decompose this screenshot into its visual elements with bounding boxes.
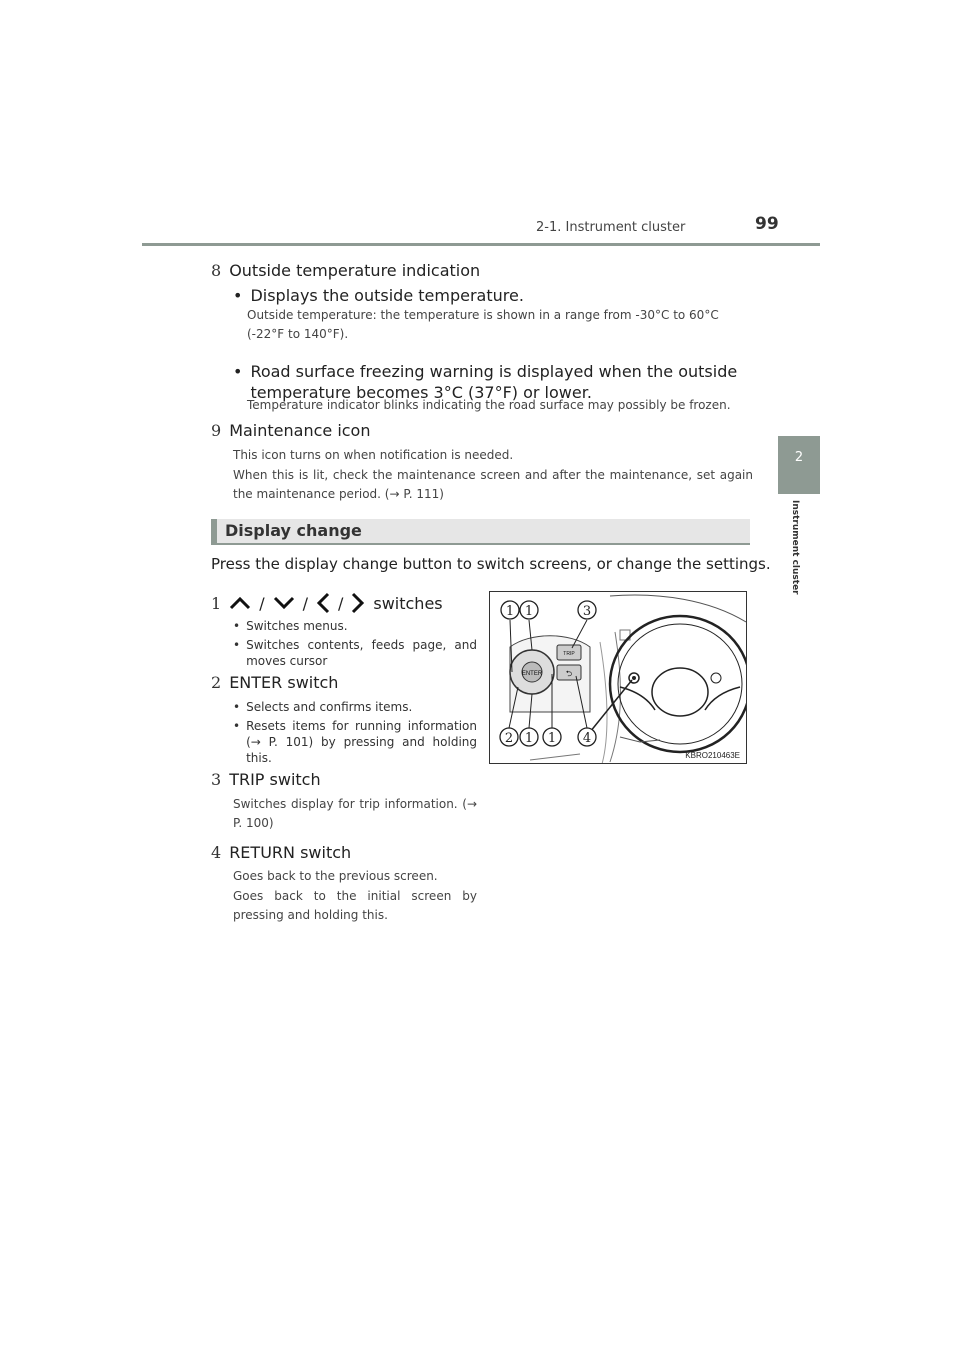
note-text: When this is lit, check the maintenance screen and after the maintenance, set again the maintenance period. (→ P. 111) [233, 468, 753, 501]
bullet-item: • Road surface freezing warning is displayed when the outside temperature becomes 3°C (37°F) or lower. [233, 362, 738, 402]
figure-callout: 2 [504, 731, 514, 746]
switch-2-heading [211, 673, 338, 692]
figure-callout: 1 [524, 604, 534, 619]
figure-callout: 1 [505, 604, 515, 619]
item-title: TRIP switch [229, 770, 321, 789]
enter-label: ENTER [521, 671, 543, 677]
section-title: Display change [225, 521, 362, 540]
section-intro: Press the display change button to switch screens, or change the settings. [211, 555, 771, 573]
header-rule [142, 243, 820, 246]
item-number: 3 [211, 770, 222, 789]
steering-wheel-figure [489, 591, 747, 764]
note-text: Switches display for trip information. (→ P. 100) [233, 797, 477, 830]
separator: / [337, 593, 344, 613]
bullet-item: • Switches menus. [233, 619, 348, 633]
switch-1-heading [211, 592, 443, 614]
item-8-heading [211, 261, 480, 280]
item-9-heading [211, 421, 370, 440]
side-tab-label: Instrument cluster [790, 500, 800, 595]
page-number: 99 [755, 214, 779, 234]
item-number: 8 [211, 261, 222, 280]
figure-code: KBRO210463E [685, 751, 740, 760]
note-text: Goes back to the previous screen. [233, 869, 438, 883]
note-text: Temperature indicator blinks indicating the road surface may possibly be frozen. [247, 398, 731, 412]
bullet-item: • Switches contents, feeds page, and moves cursor [233, 638, 477, 668]
figure-callout: 4 [582, 731, 592, 746]
svg-text:⮌: ⮌ [565, 669, 573, 678]
section-banner [211, 519, 750, 545]
item-title: Outside temperature indication [229, 261, 481, 280]
item-title: Maintenance icon [229, 421, 371, 440]
side-tab-number: 2 [794, 450, 804, 465]
note-text: Outside temperature: the temperature is shown in a range from -30°C to 60°C (-22°F to 140°F). [247, 308, 719, 341]
item-title: ENTER switch [229, 673, 339, 692]
switch-3-heading [211, 770, 321, 789]
bullet-item: • Displays the outside temperature. [233, 286, 524, 305]
chevron-left-icon [316, 592, 330, 614]
side-tab [778, 436, 820, 494]
item-title: RETURN switch [229, 843, 352, 862]
item-number: 4 [211, 843, 222, 862]
switch-4-heading [211, 843, 351, 862]
chevron-up-icon [229, 596, 251, 610]
chevron-down-icon [273, 596, 295, 610]
note-text: This icon turns on when notification is needed. [233, 448, 514, 462]
note-text: Goes back to the initial screen by pressing and holding this. [233, 889, 477, 922]
separator: / [302, 593, 308, 613]
figure-callout: 1 [524, 731, 534, 746]
steering-wheel-illustration [490, 592, 747, 764]
item-number: 2 [211, 673, 222, 692]
item-title: switches [373, 593, 443, 613]
section-path: 2-1. Instrument cluster [536, 220, 686, 235]
figure-callout: 3 [582, 604, 592, 619]
bullet-item: • Resets items for running information (→ P. 101) by pressing and holding this. [233, 719, 477, 765]
chevron-right-icon [351, 592, 365, 614]
separator: / [259, 593, 265, 613]
item-number: 9 [211, 421, 222, 440]
bullet-item: • Selects and confirms items. [233, 700, 413, 714]
figure-callout: 1 [547, 731, 557, 746]
trip-label: TRIP [563, 651, 575, 657]
item-number: 1 [211, 593, 222, 613]
